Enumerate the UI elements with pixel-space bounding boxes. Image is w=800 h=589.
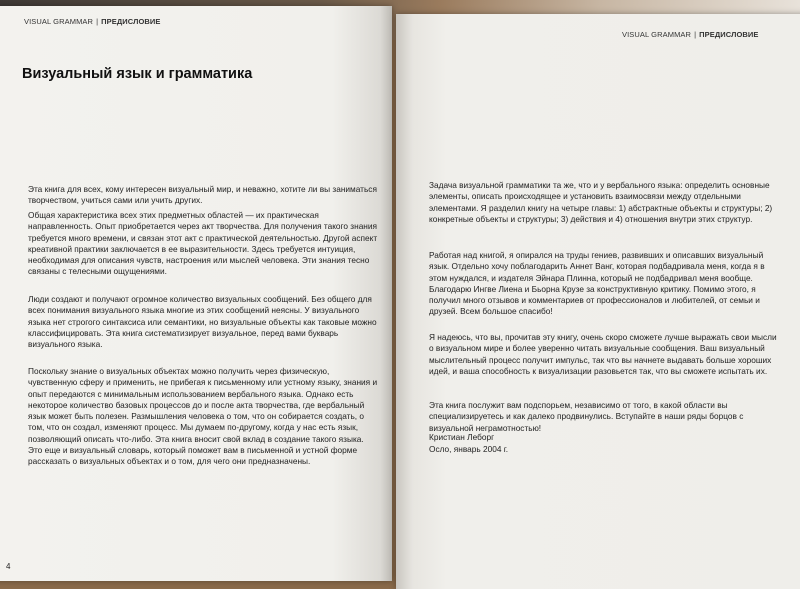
left-paragraph-1: Эта книга для всех, кому интересен визуальный мир, и неважно, хотите ли вы заниматься творчеством, учиться сами или учить других. xyxy=(28,184,377,206)
left-paragraph-2: Общая характеристика всех этих предметных областей — их практическая направленность. Опыт приобретается через акт творчества. Для получения такого знания требуется много времени, и связан этот акт с практической деятельностью. Другой аспект креативной практики заключается в ее выразительности. Здесь требуется интуиция, необходимая для описания чувств, настроения или мыслей человека. Эти знания тесно связаны с телесными ощущениями. xyxy=(28,210,378,277)
signature-place-date: Осло, январь 2004 г. xyxy=(429,444,509,454)
page-title: Визуальный язык и грамматика xyxy=(22,66,253,82)
left-page xyxy=(0,6,392,581)
header-separator: | xyxy=(96,17,99,26)
left-running-header xyxy=(24,17,161,26)
left-paragraph-3: Люди создают и получают огромное количество визуальных сообщений. Без общего для всех понимания визуального языка многие из этих сообщений неясны. У визуального языка нет строгого синтаксиса или семантики, но визуальные объекты как таковые можно классифицировать. Эта книга систематизирует визуальное, перед вами букварь визуального языка. xyxy=(28,294,377,350)
header-separator: | xyxy=(694,30,697,39)
header-section: ПРЕДИСЛОВИЕ xyxy=(699,30,759,39)
signature-name: Кристиан Леборг xyxy=(429,432,495,442)
header-series: VISUAL GRAMMAR xyxy=(24,17,94,26)
right-paragraph-2: Работая над книгой, я опирался на труды гениев, развивших и описавших визуальный язык. Отдельно хочу поблагодарить Аннет Ванг, которая подбадривала меня, когда я в этом нуждался, и издателя Эйнара Плинна, который не подбадривал меня вообще. Благодарю Ингве Лиена и Бьорна Крузе за конструктивную критику. Помимо этого, я получил много отзывов и комментариев от профессионалов и любителей, от семьи и друзей. Всем большое спасибо! xyxy=(429,250,765,317)
right-paragraph-4: Эта книга послужит вам подспорьем, независимо от того, в какой области вы специализируетесь и как далеко продвинулись. Вступайте в наши ряды борцов с визуальной неграмотностью! xyxy=(429,400,744,433)
page-number: 4 xyxy=(6,562,11,571)
right-paragraph-1: Задача визуальной грамматики та же, что и у вербального языка: определить основные элементы, описать происходящее и установить взаимосвязи между отдельными элементами. Я разделил книгу на четыре главы: 1) абстрактные объекты и структуры; 2) конкретные объекты и структуры; 3) действия и 4) отношения внутри этих структур. xyxy=(429,180,773,224)
header-section: ПРЕДИСЛОВИЕ xyxy=(101,17,161,26)
right-paragraph-3: Я надеюсь, что вы, прочитав эту книгу, очень скоро сможете лучше выражать свои мысли о визуальном мире и более уверенно читать визуальные сообщения. Ваш визуальный мыслительный процесс получит импульс, так что вы начнете выдавать больше хороших идей, и ваша способность к визуализации разовьется так, что вы сможете испытать их. xyxy=(429,332,777,376)
left-paragraph-4: Поскольку знание о визуальных объектах можно получить через физическую, чувственную сферу и применить, не прибегая к письменному или устному языку, знания и опыт передаются с минимальным использованием вербального языка. Однако есть некоторое количество базовых процессов до и после акта творчества, где вербальный язык может быть полезен. Размышления человека о том, что он собирается создать, о том, что он создал, изменяют процесс. Мы думаем по-другому, когда у нас есть язык, позволяющий описать что-либо. Эта книга вносит свой вклад в создание такого языка. Это еще и визуальный словарь, который поможет вам в письменной и устной форме рассказать о визуальных объектах и о том, для чего они предназначены. xyxy=(28,366,378,467)
header-series: VISUAL GRAMMAR xyxy=(622,30,692,39)
right-page xyxy=(396,14,800,589)
right-running-header xyxy=(622,30,759,39)
